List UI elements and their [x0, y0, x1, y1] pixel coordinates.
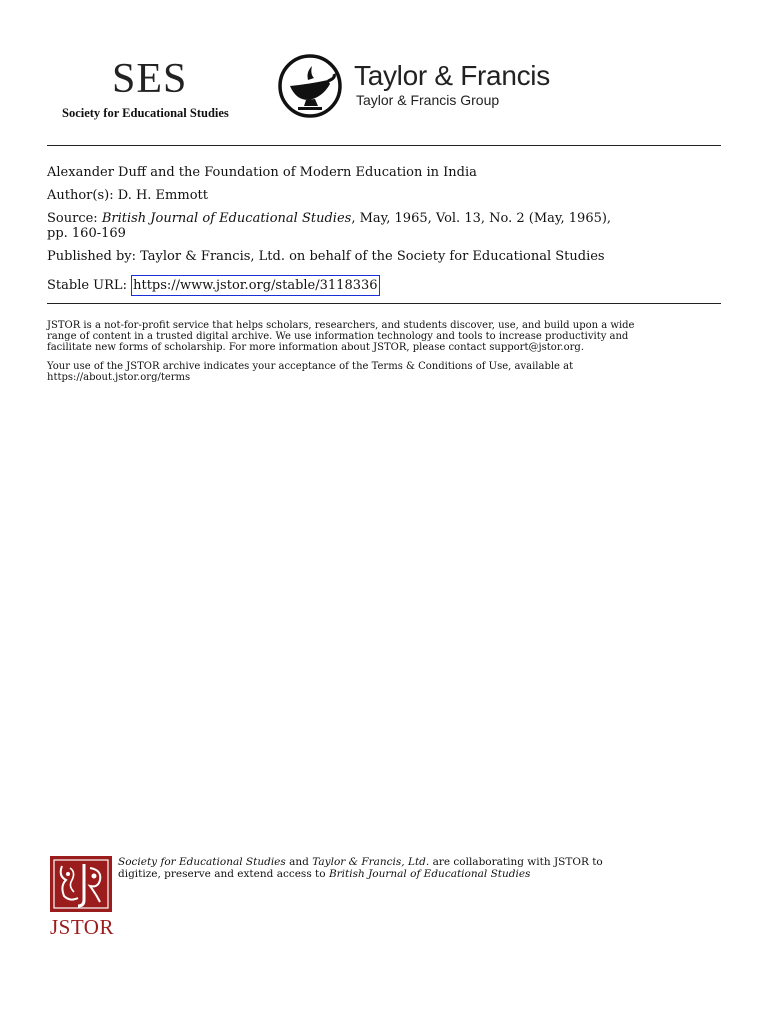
collab-line2-start: digitize, preserve and extend access to — [118, 868, 326, 880]
notice-line: JSTOR is a not-for-profit service that helps scholars, researchers, and students discover, use, and build upon a wide — [47, 320, 635, 331]
taylor-francis-group: Taylor & Francis Group — [356, 92, 500, 108]
source-label: Source: — [47, 211, 98, 226]
top-divider — [47, 145, 721, 146]
source-journal: British Journal of Educational Studies — [101, 211, 352, 226]
notice-line: Your use of the JSTOR archive indicates your acceptance of the Terms & Conditions of Use, available at — [47, 361, 574, 372]
ses-logo-name: Society for Educational Studies — [62, 106, 229, 120]
published-by-line — [47, 249, 605, 265]
jstor-emblem-icon — [50, 856, 112, 912]
collaboration-line-2 — [118, 868, 678, 880]
jstor-wordmark: JSTOR — [50, 915, 114, 939]
stable-url-line — [47, 275, 380, 296]
collab-publisher-2: Taylor & Francis, Ltd. — [312, 856, 430, 868]
taylor-francis-lamp-icon — [278, 54, 342, 118]
stable-url-label: Stable URL: — [47, 278, 127, 293]
jstor-logo — [50, 856, 114, 940]
ses-logo — [60, 58, 260, 126]
collab-and: and — [289, 856, 309, 868]
published-by-value: Taylor & Francis, Ltd. on behalf of the Society for Educational Studies — [140, 249, 605, 264]
authors-line — [47, 188, 208, 204]
collab-journal: British Journal of Educational Studies — [328, 868, 531, 880]
notice-line: facilitate new forms of scholarship. For more information about JSTOR, please contact support@jstor.org. — [47, 342, 584, 353]
stable-url-link[interactable]: https://www.jstor.org/stable/3118336 — [131, 275, 379, 296]
collaboration-line-1 — [118, 856, 678, 868]
source-details: , May, 1965, Vol. 13, No. 2 (May, 1965), — [351, 211, 612, 226]
middle-divider — [47, 303, 721, 304]
authors-value: D. H. Emmott — [117, 188, 208, 203]
taylor-francis-logo — [278, 54, 568, 118]
collaboration-statement — [118, 856, 678, 880]
collab-publisher-1: Society for Educational Studies — [118, 856, 286, 868]
source-line — [47, 211, 611, 227]
terms-notice-paragraph — [47, 361, 721, 383]
taylor-francis-name: Taylor & Francis — [354, 60, 550, 91]
terms-url[interactable]: https://about.jstor.org/terms — [47, 372, 191, 383]
collab-line1-rest: are collaborating with JSTOR to — [432, 856, 603, 868]
jstor-notice-paragraph — [47, 320, 721, 353]
ses-logo-mark: SES — [112, 56, 188, 102]
source-pages: pp. 160-169 — [47, 226, 126, 241]
authors-label: Author(s): — [47, 188, 114, 203]
article-title: Alexander Duff and the Foundation of Modern Education in India — [47, 165, 477, 180]
published-by-label: Published by: — [47, 249, 136, 264]
notice-line: range of content in a trusted digital archive. We use information technology and tools to increase productivity and — [47, 331, 629, 342]
